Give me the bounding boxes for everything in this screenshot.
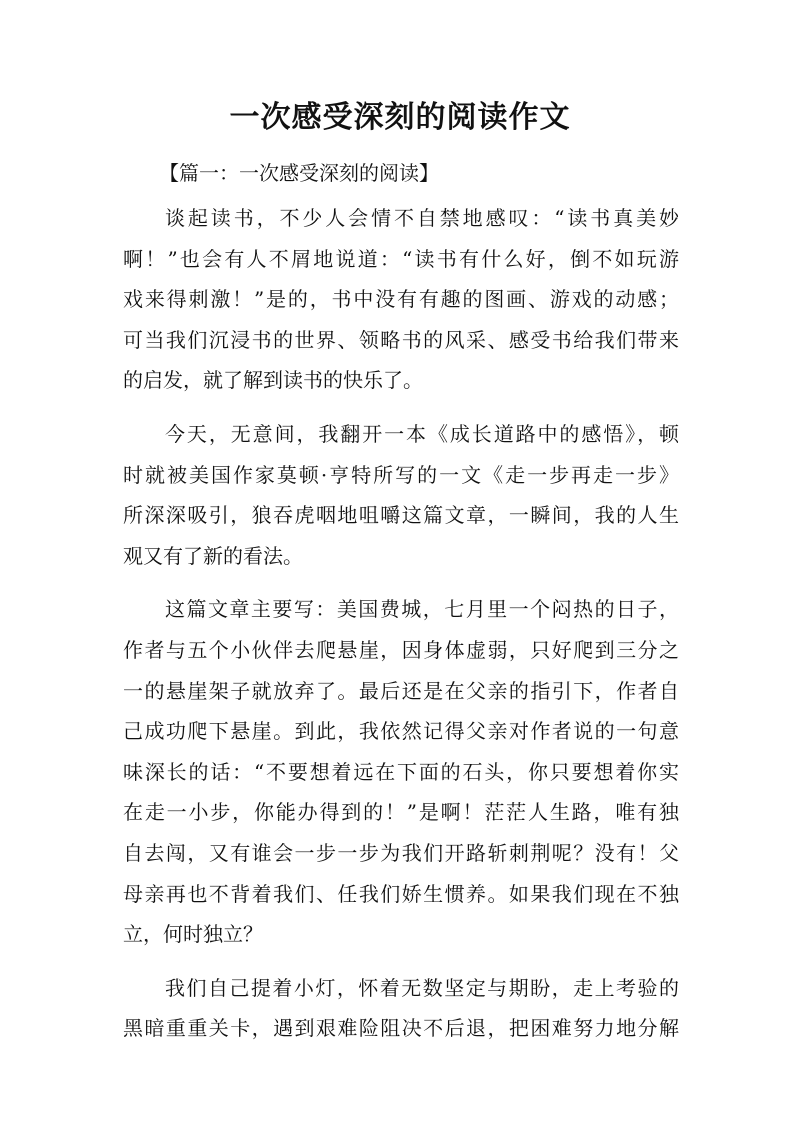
paragraph-line: 观又有了新的看法。	[123, 543, 303, 568]
paragraph-line: 黑暗重重关卡，遇到艰难险阻决不后退，把困难努力地分解	[123, 1016, 679, 1041]
paragraph-line: 这篇文章主要写：美国费城，七月里一个闷热的日子，	[165, 597, 679, 622]
document-title: 一次感受深刻的阅读作文	[229, 100, 571, 135]
paragraph-line: 谈起读书，不少人会情不自禁地感叹：“读书真美妙	[165, 206, 679, 230]
paragraph-1	[123, 198, 679, 401]
paragraph-line: 己成功爬下悬崖。到此，我依然记得父亲对作者说的一句意	[123, 719, 679, 744]
paragraph-line: 母亲再也不背着我们、任我们娇生惯养。如果我们现在不独	[123, 881, 679, 906]
paragraph-line: 味深长的话：“不要想着远在下面的石头，你只要想着你实	[123, 759, 679, 784]
paragraph-line: 的启发，就了解到读书的快乐了。	[123, 368, 423, 393]
paragraph-4	[123, 968, 679, 1049]
paragraph-line: 立，何时独立？	[123, 922, 263, 947]
paragraph-line: 一的悬崖架子就放弃了。最后还是在父亲的指引下，作者自	[123, 678, 679, 703]
paragraph-line: 作者与五个小伙伴去爬悬崖，因身体虚弱，只好爬到三分之	[123, 637, 679, 662]
paragraph-line: 我们自己提着小灯，怀着无数坚定与期盼，走上考验的	[165, 975, 679, 1000]
paragraph-line: 啊！”也会有人不屑地说道：“读书有什么好，倒不如玩游	[123, 246, 679, 271]
paragraph-line: 戏来得刺激！”是的，书中没有有趣的图画、游戏的动感；	[123, 287, 679, 312]
paragraph-line: 今天，无意间，我翻开一本《成长道路中的感悟》，顿	[165, 421, 679, 446]
paragraph-line: 在走一小步，你能办得到的！”是啊！茫茫人生路，唯有独	[123, 800, 679, 825]
paragraph-2	[123, 414, 679, 576]
paragraph-line: 所深深吸引，狼吞虎咽地咀嚼这篇文章，一瞬间，我的人生	[123, 503, 679, 528]
section-heading: 【篇一：一次感受深刻的阅读】	[159, 161, 439, 185]
paragraph-3	[123, 589, 679, 954]
document-body	[123, 154, 679, 1062]
paragraph-line: 自去闯，又有谁会一步一步为我们开路斩刺荆呢？没有！父	[123, 840, 679, 865]
paragraph-line: 可当我们沉浸书的世界、领略书的风采、感受书给我们带来	[123, 327, 679, 352]
paragraph-line: 时就被美国作家莫顿·亨特所写的一文《走一步再走一步》	[123, 462, 679, 487]
